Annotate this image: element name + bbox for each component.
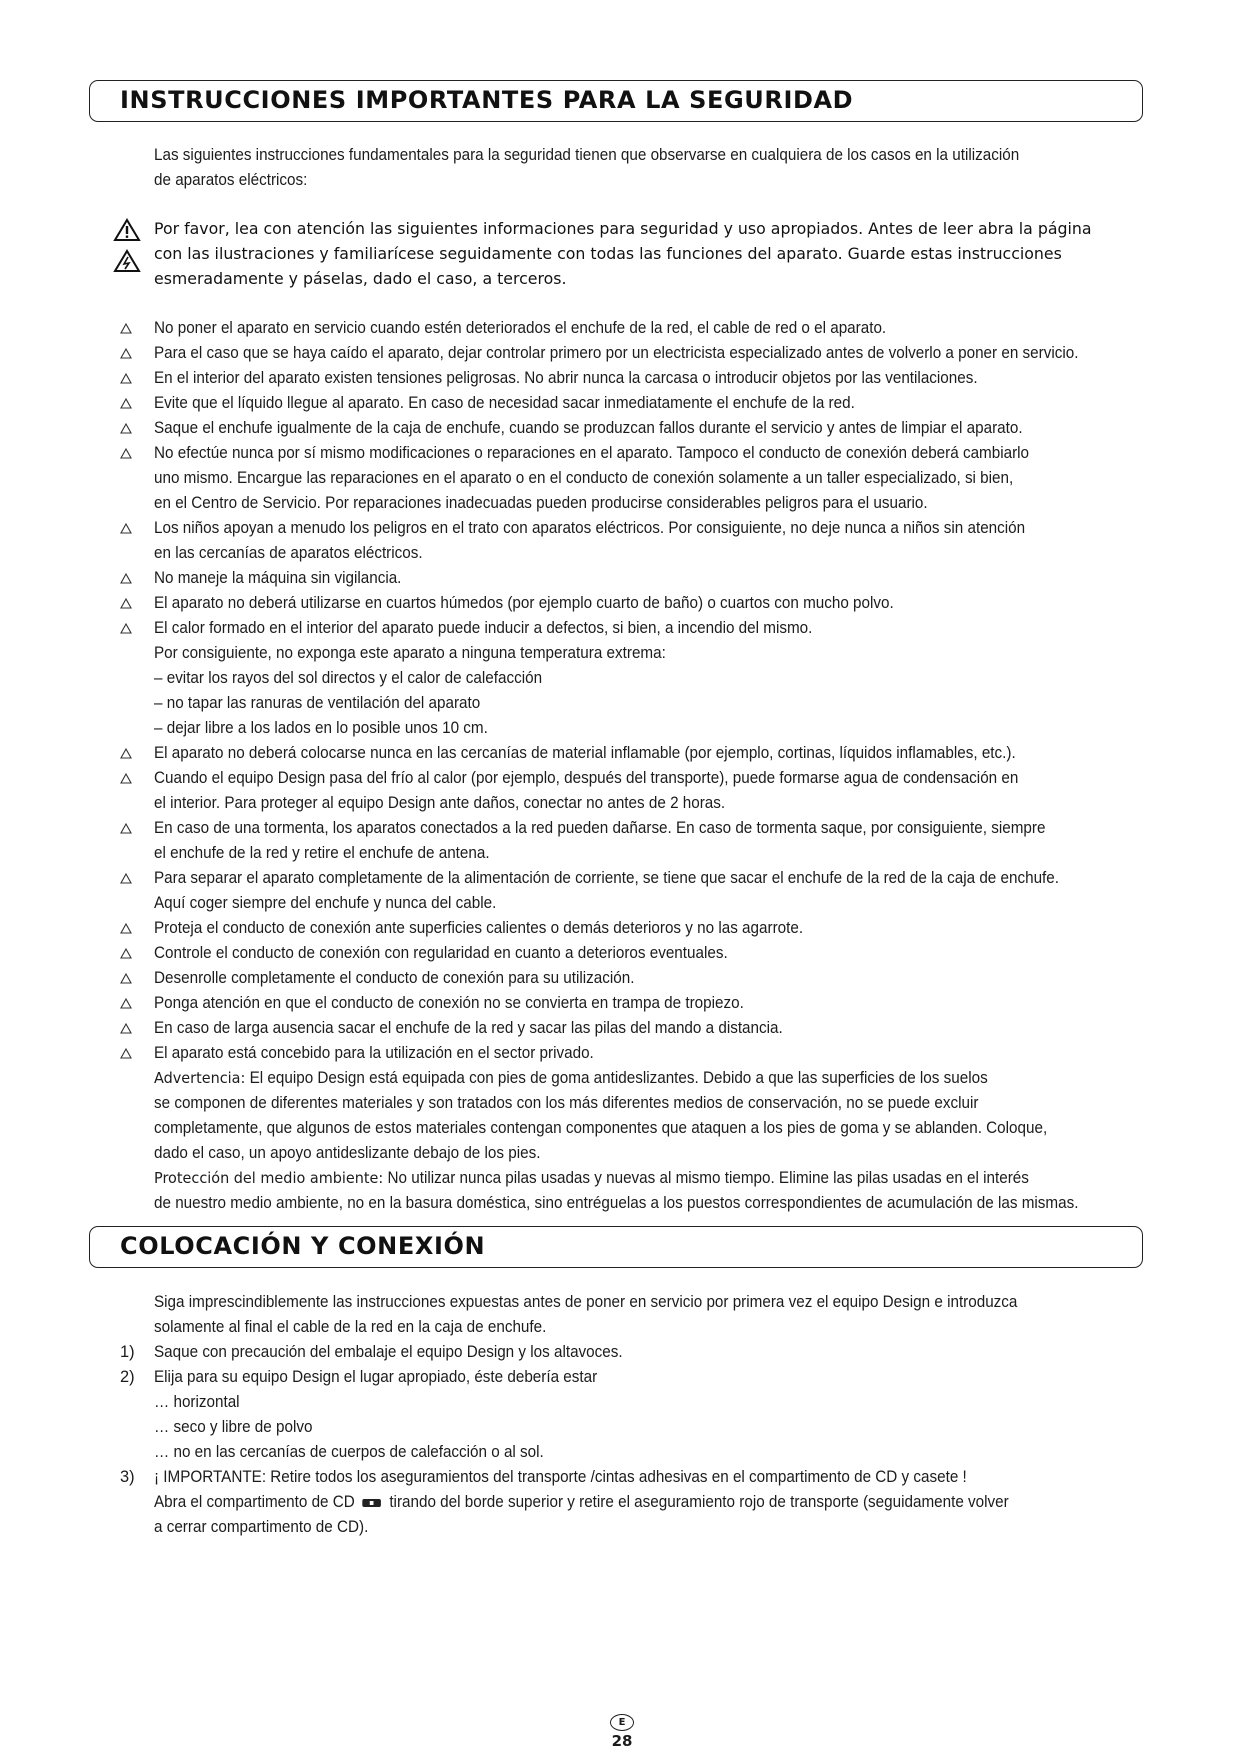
safety-item-text — [154, 766, 1138, 816]
safety-item — [112, 916, 1212, 941]
safety-item-line: En caso de una tormenta, los aparatos conectados a la red pueden dañarse. En caso de tormenta saque, por consiguiente, siempre — [154, 819, 1046, 837]
safety-item-line: Evite que el líquido llegue al aparato. En caso de necesidad sacar inmediatamente el enchufe de la red. — [154, 394, 855, 412]
advertencia-line: se componen de diferentes materiales y son tratados con los más diferentes medios de conservación, no se puede excluir — [154, 1094, 979, 1112]
safety-item — [112, 966, 1212, 991]
page-number: 28 — [611, 1732, 633, 1750]
small-triangle-bullet-icon — [120, 873, 132, 884]
advertencia-line: dado el caso, un apoyo antideslizante debajo de los pies. — [154, 1144, 541, 1162]
safety-item-line: en el Centro de Servicio. Por reparaciones inadecuadas pueden producirse considerables peligros para el usuario. — [154, 494, 928, 512]
safety-item — [112, 741, 1212, 766]
page-footer — [600, 1714, 644, 1750]
proteccion-line — [154, 1166, 1138, 1191]
warning-line: Por favor, lea con atención las siguientes informaciones para seguridad y uso apropiados. Antes de leer abra la página — [154, 219, 1092, 238]
safety-item — [112, 391, 1212, 416]
small-triangle-bullet-icon — [120, 1048, 132, 1059]
safety-item-line: en las cercanías de aparatos eléctricos. — [154, 544, 423, 562]
small-triangle-bullet-icon — [120, 573, 132, 584]
safety-item — [112, 441, 1212, 516]
small-triangle-bullet-icon — [120, 773, 132, 784]
safety-item-line: Para separar el aparato completamente de la alimentación de corriente, se tiene que sacar el enchufe de la red de la caja de enchufe. — [154, 869, 1060, 887]
step-line: ¡ IMPORTANTE: Retire todos los aseguramientos del transporte /cintas adhesivas en el compartimento de CD y casete ! — [154, 1468, 967, 1486]
safety-item-text — [154, 566, 1138, 591]
step-number: 3) — [120, 1468, 135, 1486]
section-title-seguridad: INSTRUCCIONES IMPORTANTES PARA LA SEGURIDAD — [120, 86, 854, 114]
step-line: Elija para su equipo Design el lugar apropiado, éste debería estar — [154, 1368, 598, 1386]
safety-item-line: El aparato está concebido para la utilización en el sector privado. — [154, 1044, 594, 1062]
safety-item-text — [154, 816, 1138, 866]
small-triangle-bullet-icon — [120, 348, 132, 359]
safety-item-line: En el interior del aparato existen tensiones peligrosas. No abrir nunca la carcasa o introducir objetos por las ventilaciones. — [154, 369, 978, 387]
safety-item-text — [154, 416, 1138, 441]
small-triangle-bullet-icon — [120, 973, 132, 984]
safety-item-text — [154, 1016, 1138, 1041]
setup-step — [112, 1365, 1212, 1465]
safety-list — [112, 316, 1212, 1216]
safety-item-text — [154, 391, 1138, 416]
cd-button-icon — [363, 1499, 382, 1507]
safety-item-line: uno mismo. Encargue las reparaciones en el aparato o en el conducto de conexión solamente a un taller especializado, si bien, — [154, 469, 1014, 487]
proteccion-line-rest: No utilizar nunca pilas usadas y nuevas al mismo tiempo. Elimine las pilas usadas en el interés — [383, 1169, 1029, 1187]
safety-item-line: El calor formado en el interior del aparato puede inducir a defectos, si bien, a incendio del mismo. — [154, 619, 813, 637]
small-triangle-bullet-icon — [120, 448, 132, 459]
safety-item-text — [154, 966, 1138, 991]
safety-item-line: En caso de larga ausencia sacar el enchufe de la red y sacar las pilas del mando a distancia. — [154, 1019, 783, 1037]
safety-item-text — [154, 516, 1138, 566]
safety-item-line: Para el caso que se haya caído el aparato, dejar controlar primero por un electricista especializado antes de volverlo a poner en servicio. — [154, 344, 1079, 362]
setup-intro-line: Siga imprescindiblemente las instrucciones expuestas antes de poner en servicio por primera vez el equipo Design e introduzca — [154, 1293, 1018, 1311]
safety-item — [112, 591, 1212, 616]
step-line: … seco y libre de polvo — [154, 1418, 313, 1436]
safety-item-line: Los niños apoyan a menudo los peligros en el trato con aparatos eléctricos. Por consiguiente, no deje nunca a niños sin atención — [154, 519, 1026, 537]
step3-text-last: a cerrar compartimento de CD). — [154, 1518, 369, 1536]
safety-item-text — [154, 991, 1138, 1016]
step-line: … horizontal — [154, 1393, 240, 1411]
warning-line: esmeradamente y páselas, dado el caso, a terceros. — [154, 269, 567, 288]
section-header-seguridad — [89, 80, 1143, 122]
electric-warning-icon — [113, 249, 141, 273]
step-line: Saque con precaución del embalaje el equipo Design y los altavoces. — [154, 1343, 623, 1361]
safety-item-line: Por consiguiente, no exponga este aparato a ninguna temperatura extrema: — [154, 644, 666, 662]
safety-item-text — [154, 441, 1138, 516]
step-number: 2) — [120, 1368, 135, 1386]
small-triangle-bullet-icon — [120, 398, 132, 409]
safety-item-line: El aparato no deberá colocarse nunca en las cercanías de material inflamable (por ejemplo, cortinas, líquidos inflamables, etc.). — [154, 744, 1016, 762]
intro-line: Las siguientes instrucciones fundamentales para la seguridad tienen que observarse en cualquiera de los casos en la utilización — [154, 146, 1020, 164]
safety-item-text — [154, 1041, 1138, 1066]
small-triangle-bullet-icon — [120, 998, 132, 1009]
small-triangle-bullet-icon — [120, 523, 132, 534]
step-line: … no en las cercanías de cuerpos de calefacción o al sol. — [154, 1443, 544, 1461]
safety-item-text — [154, 591, 1138, 616]
safety-item-text — [154, 941, 1138, 966]
step-text — [154, 1340, 1138, 1365]
safety-item — [112, 766, 1212, 816]
safety-item-text — [154, 316, 1138, 341]
safety-item-line: No maneje la máquina sin vigilancia. — [154, 569, 402, 587]
safety-item — [112, 366, 1212, 391]
small-triangle-bullet-icon — [120, 1023, 132, 1034]
safety-item — [112, 616, 1212, 741]
step3-text-before: Abra el compartimento de CD — [154, 1493, 355, 1511]
safety-item-line: No poner el aparato en servicio cuando estén deteriorados el enchufe de la red, el cable de red o el aparato. — [154, 319, 887, 337]
advertencia-line: completamente, que algunos de estos materiales contengan componentes que ataquen a los pies de goma y se ablanden. Coloque, — [154, 1119, 1048, 1137]
safety-item — [112, 816, 1212, 866]
warning-line: con las ilustraciones y familiarícese seguidamente con todas las funciones del aparato. Guarde estas instrucciones — [154, 244, 1062, 263]
safety-item-line: Cuando el equipo Design pasa del frío al calor (por ejemplo, después del transporte), puede formarse agua de condensación en — [154, 769, 1019, 787]
proteccion-label: Protección del medio ambiente: — [154, 1169, 384, 1187]
safety-item — [112, 416, 1212, 441]
safety-item-line: Saque el enchufe igualmente de la caja de enchufe, cuando se produzcan fallos durante el servicio y antes de limpiar el aparato. — [154, 419, 1023, 437]
proteccion-text — [154, 1166, 1138, 1216]
safety-item-line: el interior. Para proteger al equipo Design ante daños, conectar no antes de 2 horas. — [154, 794, 726, 812]
section-title-colocacion: COLOCACIÓN Y CONEXIÓN — [120, 1232, 486, 1260]
safety-item-text — [154, 916, 1138, 941]
safety-item-line: Proteja el conducto de conexión ante superficies calientes o demás deterioros y no las agarrote. — [154, 919, 804, 937]
safety-item — [112, 991, 1212, 1016]
safety-item-line: el enchufe de la red y retire el enchufe de antena. — [154, 844, 490, 862]
small-triangle-bullet-icon — [120, 823, 132, 834]
safety-item — [112, 566, 1212, 591]
section-header-colocacion — [89, 1226, 1143, 1268]
setup-step — [112, 1340, 1212, 1365]
small-triangle-bullet-icon — [120, 598, 132, 609]
safety-item-line: – no tapar las ranuras de ventilación del aparato — [154, 694, 481, 712]
safety-item-line: Ponga atención en que el conducto de conexión no se convierta en trampa de tropiezo. — [154, 994, 744, 1012]
advertencia-text — [154, 1066, 1138, 1166]
language-badge: E — [610, 1714, 634, 1731]
safety-item-line: Controle el conducto de conexión con regularidad en cuanto a deterioros eventuales. — [154, 944, 728, 962]
setup-intro — [154, 1290, 1084, 1340]
step-text — [154, 1365, 1138, 1465]
setup-intro-line: solamente al final el cable de la red en la caja de enchufe. — [154, 1318, 547, 1336]
safety-item-line: – evitar los rayos del sol directos y el calor de calefacción — [154, 669, 543, 687]
small-triangle-bullet-icon — [120, 948, 132, 959]
safety-item-text — [154, 741, 1138, 766]
safety-item-text — [154, 616, 1138, 741]
safety-item — [112, 516, 1212, 566]
safety-item-text — [154, 341, 1138, 366]
safety-item — [112, 341, 1212, 366]
advertencia-line — [154, 1066, 1138, 1091]
small-triangle-bullet-icon — [120, 748, 132, 759]
safety-item-text — [154, 866, 1138, 916]
intro-paragraph — [154, 143, 1084, 193]
proteccion-note — [112, 1166, 1212, 1216]
small-triangle-bullet-icon — [120, 923, 132, 934]
safety-item-line: No efectúe nunca por sí mismo modificaciones o reparaciones en el aparato. Tampoco el conducto de conexión deberá cambiarlo — [154, 444, 1030, 462]
safety-item — [112, 316, 1212, 341]
setup-step — [112, 1465, 1212, 1490]
safety-item-line: – dejar libre a los lados en lo posible unos 10 cm. — [154, 719, 488, 737]
safety-item-text — [154, 366, 1138, 391]
safety-item — [112, 1016, 1212, 1041]
safety-item-line: El aparato no deberá utilizarse en cuartos húmedos (por ejemplo cuarto de baño) o cuartos con mucho polvo. — [154, 594, 894, 612]
proteccion-line: de nuestro medio ambiente, no en la basura doméstica, sino entréguelas a los puestos correspondientes de acumulación de las mismas. — [154, 1194, 1079, 1212]
small-triangle-bullet-icon — [120, 323, 132, 334]
step-text — [154, 1465, 1138, 1490]
safety-item-line: Desenrolle completamente el conducto de conexión para su utilización. — [154, 969, 635, 987]
warning-paragraph — [154, 216, 1169, 291]
small-triangle-bullet-icon — [120, 623, 132, 634]
setup-steps — [112, 1340, 1212, 1490]
safety-item-line: Aquí coger siempre del enchufe y nunca del cable. — [154, 894, 497, 912]
safety-item — [112, 1041, 1212, 1066]
warning-triangle-icon — [113, 218, 141, 242]
step3-detail — [154, 1490, 1084, 1540]
safety-item — [112, 866, 1212, 916]
step-number: 1) — [120, 1343, 135, 1361]
advertencia-label: Advertencia: — [154, 1069, 246, 1087]
advertencia-line-rest: El equipo Design está equipada con pies de goma antideslizantes. Debido a que las superficies de los suelos — [245, 1069, 988, 1087]
small-triangle-bullet-icon — [120, 373, 132, 384]
small-triangle-bullet-icon — [120, 423, 132, 434]
safety-item — [112, 941, 1212, 966]
intro-line: de aparatos eléctricos: — [154, 171, 308, 189]
step3-text-after: tirando del borde superior y retire el aseguramiento rojo de transporte (seguidamente volver — [389, 1493, 1009, 1511]
advertencia-note — [112, 1066, 1212, 1166]
